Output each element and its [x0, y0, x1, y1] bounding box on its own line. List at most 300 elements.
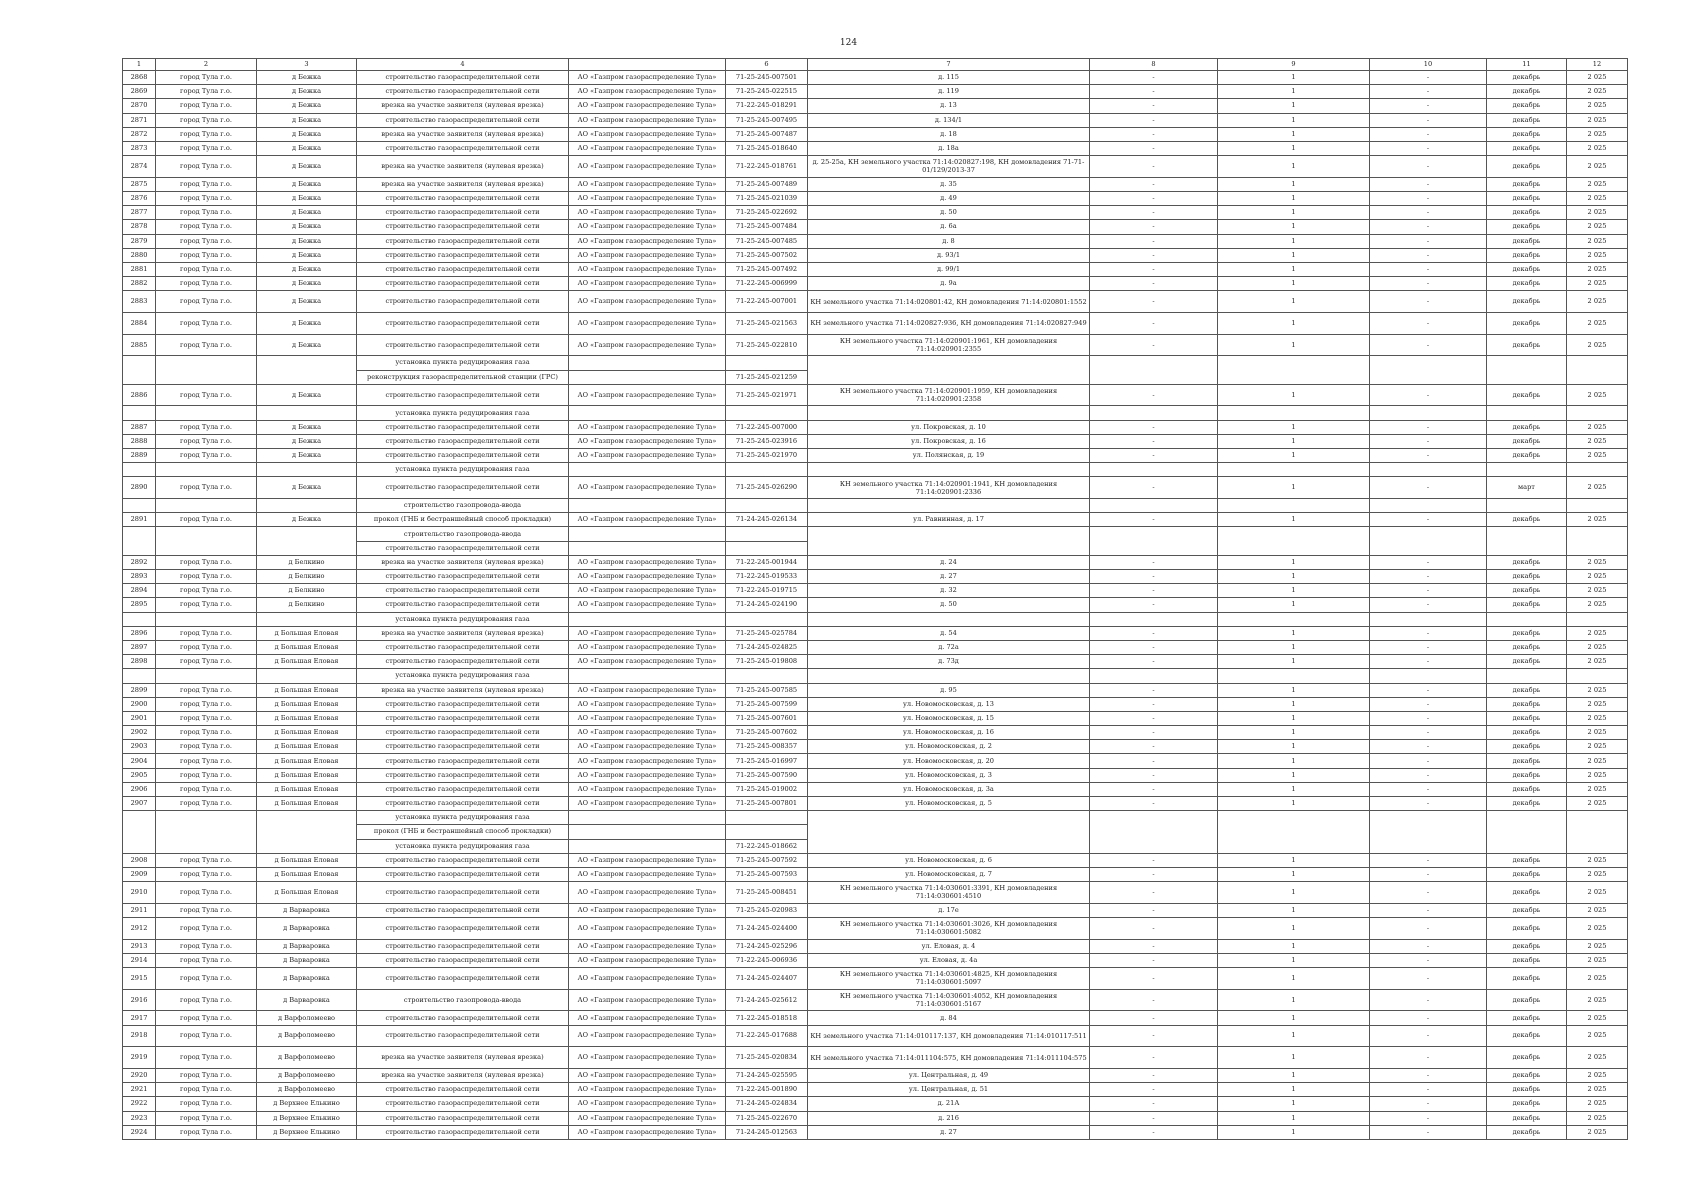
quantity: 1 [1218, 754, 1370, 768]
quantity: 1 [1218, 782, 1370, 796]
year: 2 025 [1567, 1111, 1628, 1125]
row-number: 2899 [123, 683, 156, 697]
municipality: город Тула г.о. [156, 334, 257, 356]
quantity: 1 [1218, 918, 1370, 940]
month: декабрь [1487, 903, 1567, 917]
empty-cell [1090, 370, 1218, 384]
table-row [123, 1111, 1628, 1125]
settlement: д Варваровка [257, 968, 357, 990]
work-type: врезка на участке заявителя (нулевая врезка) [357, 555, 569, 569]
year: 2 025 [1567, 192, 1628, 206]
address: ул. Новомосковская, д. 7 [808, 867, 1090, 881]
empty-cell [156, 839, 257, 853]
col-10: - [1370, 882, 1487, 904]
work-type: строительство газораспределительной сети [357, 953, 569, 967]
col-10: - [1370, 234, 1487, 248]
month: декабрь [1487, 918, 1567, 940]
col-10: - [1370, 626, 1487, 640]
col-10: - [1370, 939, 1487, 953]
table-row [123, 726, 1628, 740]
year: 2 025 [1567, 1047, 1628, 1069]
month: декабрь [1487, 71, 1567, 85]
empty-cell [1090, 811, 1218, 825]
empty-cell [257, 811, 357, 825]
month: декабрь [1487, 234, 1567, 248]
municipality: город Тула г.о. [156, 711, 257, 725]
col-10: - [1370, 555, 1487, 569]
row-number: 2884 [123, 313, 156, 335]
work-type: строительство газораспределительной сети [357, 918, 569, 940]
table-row [123, 655, 1628, 669]
table-row [123, 1125, 1628, 1139]
quantity: 1 [1218, 867, 1370, 881]
column-header: 6 [726, 59, 808, 71]
organization: АО «Газпром газораспределение Тула» [569, 384, 726, 406]
work-type: врезка на участке заявителя (нулевая врезка) [357, 156, 569, 178]
table-row [123, 99, 1628, 113]
table-subrow [123, 839, 1628, 853]
table-row [123, 127, 1628, 141]
address: д. 49 [808, 192, 1090, 206]
settlement: д Бежка [257, 141, 357, 155]
empty-cell [1487, 839, 1567, 853]
column-header: 4 [357, 59, 569, 71]
table-row [123, 683, 1628, 697]
col-10: - [1370, 1025, 1487, 1047]
organization: АО «Газпром газораспределение Тула» [569, 1097, 726, 1111]
row-number: 2912 [123, 918, 156, 940]
municipality: город Тула г.о. [156, 313, 257, 335]
row-number: 2903 [123, 740, 156, 754]
empty-cell [1090, 669, 1218, 683]
organization: АО «Газпром газораспределение Тула» [569, 1083, 726, 1097]
empty-cell [1487, 406, 1567, 420]
work-type: строительство газораспределительной сети [357, 1011, 569, 1025]
col-10: - [1370, 192, 1487, 206]
month: декабрь [1487, 570, 1567, 584]
empty-cell [1487, 825, 1567, 839]
address: д. 73д [808, 655, 1090, 669]
row-number: 2882 [123, 277, 156, 291]
col-10: - [1370, 797, 1487, 811]
address: КН земельного участка 71:14:020827:936, КН домовладения 71:14:020827:949 [808, 313, 1090, 335]
work-type: установка пункта редуцирования газа [357, 669, 569, 683]
column-header [569, 59, 726, 71]
request-id: 71-25-245-023916 [726, 434, 808, 448]
address: ул. Покровская, д. 16 [808, 434, 1090, 448]
col-10: - [1370, 1069, 1487, 1083]
organization: АО «Газпром газораспределение Тула» [569, 156, 726, 178]
municipality: город Тула г.о. [156, 939, 257, 953]
table-subrow [123, 669, 1628, 683]
row-number: 2896 [123, 626, 156, 640]
work-type: строительство газораспределительной сети [357, 291, 569, 313]
municipality: город Тула г.о. [156, 1025, 257, 1047]
address: д. 35 [808, 177, 1090, 191]
table-row [123, 156, 1628, 178]
municipality: город Тула г.о. [156, 277, 257, 291]
table-row [123, 449, 1628, 463]
row-number: 2885 [123, 334, 156, 356]
request-id: 71-24-245-024834 [726, 1097, 808, 1111]
col-8: - [1090, 99, 1218, 113]
row-number: 2895 [123, 598, 156, 612]
settlement: д Бежка [257, 420, 357, 434]
col-8: - [1090, 477, 1218, 499]
address: ул. Равнинная, д. 17 [808, 513, 1090, 527]
municipality: город Тула г.о. [156, 1097, 257, 1111]
month: декабрь [1487, 939, 1567, 953]
settlement: д Бежка [257, 313, 357, 335]
request-id: 71-25-245-021970 [726, 449, 808, 463]
row-number: 2918 [123, 1025, 156, 1047]
address: д. 18а [808, 141, 1090, 155]
organization [569, 356, 726, 370]
request-id: 71-25-245-020834 [726, 1047, 808, 1069]
address: КН земельного участка 71:14:030601:4052, КН домовладения 71:14:030601:5167 [808, 989, 1090, 1011]
organization [569, 370, 726, 384]
table-row [123, 598, 1628, 612]
request-id: 71-25-245-022670 [726, 1111, 808, 1125]
empty-cell [808, 669, 1090, 683]
table-row [123, 334, 1628, 356]
quantity: 1 [1218, 156, 1370, 178]
empty-cell [1567, 499, 1628, 513]
organization: АО «Газпром газораспределение Тула» [569, 782, 726, 796]
work-type: строительство газораспределительной сети [357, 420, 569, 434]
municipality: город Тула г.о. [156, 640, 257, 654]
month: декабрь [1487, 711, 1567, 725]
empty-cell [257, 541, 357, 555]
organization [569, 499, 726, 513]
col-10: - [1370, 640, 1487, 654]
request-id: 71-25-245-022515 [726, 85, 808, 99]
row-number: 2871 [123, 113, 156, 127]
request-id: 71-25-245-007485 [726, 234, 808, 248]
organization: АО «Газпром газораспределение Тула» [569, 711, 726, 725]
municipality: город Тула г.о. [156, 384, 257, 406]
work-type: строительство газораспределительной сети [357, 740, 569, 754]
col-10: - [1370, 127, 1487, 141]
month: декабрь [1487, 1111, 1567, 1125]
table-row [123, 626, 1628, 640]
organization: АО «Газпром газораспределение Тула» [569, 797, 726, 811]
work-type: прокол (ГНБ и бестраншейный способ прокладки) [357, 825, 569, 839]
address: ул. Новомосковская, д. 3 [808, 768, 1090, 782]
quantity: 1 [1218, 953, 1370, 967]
col-8: - [1090, 141, 1218, 155]
municipality: город Тула г.о. [156, 867, 257, 881]
organization [569, 527, 726, 541]
empty-cell [1487, 527, 1567, 541]
empty-cell [1090, 839, 1218, 853]
year: 2 025 [1567, 726, 1628, 740]
col-10: - [1370, 1111, 1487, 1125]
table-row [123, 640, 1628, 654]
organization: АО «Газпром газораспределение Тула» [569, 234, 726, 248]
year: 2 025 [1567, 697, 1628, 711]
table-row [123, 113, 1628, 127]
organization [569, 463, 726, 477]
organization: АО «Газпром газораспределение Тула» [569, 903, 726, 917]
row-number: 2902 [123, 726, 156, 740]
work-type: строительство газораспределительной сети [357, 234, 569, 248]
empty-cell [1567, 811, 1628, 825]
organization: АО «Газпром газораспределение Тула» [569, 1025, 726, 1047]
request-id: 71-25-245-025784 [726, 626, 808, 640]
quantity: 1 [1218, 570, 1370, 584]
request-id: 71-24-245-024190 [726, 598, 808, 612]
month: декабрь [1487, 740, 1567, 754]
work-type: реконструкция газораспределительной станции (ГРС) [357, 370, 569, 384]
work-type: строительство газораспределительной сети [357, 711, 569, 725]
year: 2 025 [1567, 262, 1628, 276]
address: КН земельного участка 71:14:020901:1961, КН домовладения 71:14:020901:2355 [808, 334, 1090, 356]
address: д. 6а [808, 220, 1090, 234]
row-number: 2886 [123, 384, 156, 406]
request-id: 71-22-245-018518 [726, 1011, 808, 1025]
municipality: город Тула г.о. [156, 626, 257, 640]
month: декабрь [1487, 262, 1567, 276]
address: д. 21А [808, 1097, 1090, 1111]
month: декабрь [1487, 277, 1567, 291]
settlement: д Бежка [257, 85, 357, 99]
work-type: строительство газораспределительной сети [357, 1025, 569, 1047]
request-id [726, 499, 808, 513]
year: 2 025 [1567, 434, 1628, 448]
table-row [123, 177, 1628, 191]
year: 2 025 [1567, 853, 1628, 867]
table-row [123, 192, 1628, 206]
settlement: д Большая Еловая [257, 882, 357, 904]
organization: АО «Газпром газораспределение Тула» [569, 1125, 726, 1139]
address: ул. Покровская, д. 10 [808, 420, 1090, 434]
empty-cell [1567, 463, 1628, 477]
col-8: - [1090, 853, 1218, 867]
municipality: город Тула г.о. [156, 754, 257, 768]
request-id: 71-25-245-007585 [726, 683, 808, 697]
address: д. 17е [808, 903, 1090, 917]
row-number: 2890 [123, 477, 156, 499]
address: ул. Новомосковская, д. 2 [808, 740, 1090, 754]
col-10: - [1370, 598, 1487, 612]
work-type: врезка на участке заявителя (нулевая врезка) [357, 1069, 569, 1083]
address: д. 25-25а, КН земельного участка 71:14:020827:198, КН домовладения 71-71-01/129/2013-37 [808, 156, 1090, 178]
table-subrow [123, 527, 1628, 541]
empty-cell [1218, 541, 1370, 555]
empty-cell [257, 527, 357, 541]
work-type: строительство газораспределительной сети [357, 1111, 569, 1125]
col-10: - [1370, 141, 1487, 155]
column-header: 8 [1090, 59, 1218, 71]
col-8: - [1090, 1011, 1218, 1025]
col-8: - [1090, 939, 1218, 953]
col-10: - [1370, 1047, 1487, 1069]
settlement: д Варваровка [257, 903, 357, 917]
empty-cell [123, 839, 156, 853]
address: ул. Новомосковская, д. 3а [808, 782, 1090, 796]
month: декабрь [1487, 584, 1567, 598]
request-id: 71-25-245-021971 [726, 384, 808, 406]
empty-cell [808, 527, 1090, 541]
settlement: д Бежка [257, 477, 357, 499]
col-8: - [1090, 598, 1218, 612]
month: март [1487, 477, 1567, 499]
quantity: 1 [1218, 262, 1370, 276]
work-type: врезка на участке заявителя (нулевая врезка) [357, 683, 569, 697]
request-id: 71-25-245-008357 [726, 740, 808, 754]
table-row [123, 291, 1628, 313]
table-row [123, 420, 1628, 434]
month: декабрь [1487, 882, 1567, 904]
municipality: город Тула г.о. [156, 113, 257, 127]
col-10: - [1370, 918, 1487, 940]
row-number: 2897 [123, 640, 156, 654]
work-type: установка пункта редуцирования газа [357, 463, 569, 477]
quantity: 1 [1218, 655, 1370, 669]
col-8: - [1090, 754, 1218, 768]
empty-cell [257, 839, 357, 853]
col-10: - [1370, 85, 1487, 99]
request-id: 71-25-245-019808 [726, 655, 808, 669]
municipality: город Тула г.о. [156, 99, 257, 113]
row-number: 2889 [123, 449, 156, 463]
address: д. 27 [808, 1125, 1090, 1139]
col-8: - [1090, 1083, 1218, 1097]
col-10: - [1370, 989, 1487, 1011]
municipality: город Тула г.о. [156, 683, 257, 697]
settlement: д Бежка [257, 192, 357, 206]
empty-cell [1090, 527, 1218, 541]
month: декабрь [1487, 434, 1567, 448]
month: декабрь [1487, 291, 1567, 313]
organization: АО «Газпром газораспределение Тула» [569, 277, 726, 291]
empty-cell [1218, 612, 1370, 626]
table-subrow [123, 811, 1628, 825]
request-id: 71-25-245-007487 [726, 127, 808, 141]
column-header: 9 [1218, 59, 1370, 71]
municipality: город Тула г.о. [156, 782, 257, 796]
organization: АО «Газпром газораспределение Тула» [569, 740, 726, 754]
row-number: 2915 [123, 968, 156, 990]
request-id: 71-24-245-012563 [726, 1125, 808, 1139]
address: ул. Новомосковская, д. 16 [808, 726, 1090, 740]
empty-cell [1218, 527, 1370, 541]
table-row [123, 697, 1628, 711]
empty-cell [1090, 825, 1218, 839]
quantity: 1 [1218, 177, 1370, 191]
address: КН земельного участка 71:14:020901:1959, КН домовладения 71:14:020901:2358 [808, 384, 1090, 406]
year: 2 025 [1567, 113, 1628, 127]
empty-cell [1090, 406, 1218, 420]
request-id: 71-22-245-006936 [726, 953, 808, 967]
work-type: строительство газораспределительной сети [357, 71, 569, 85]
col-10: - [1370, 477, 1487, 499]
row-number: 2870 [123, 99, 156, 113]
year: 2 025 [1567, 277, 1628, 291]
municipality: город Тула г.о. [156, 1047, 257, 1069]
quantity: 1 [1218, 1069, 1370, 1083]
column-header: 2 [156, 59, 257, 71]
address: д. 50 [808, 598, 1090, 612]
work-type: строительство газораспределительной сети [357, 220, 569, 234]
table-row [123, 434, 1628, 448]
year: 2 025 [1567, 655, 1628, 669]
month: декабрь [1487, 206, 1567, 220]
table-row [123, 989, 1628, 1011]
settlement: д Большая Еловая [257, 697, 357, 711]
work-type: строительство газораспределительной сети [357, 313, 569, 335]
year: 2 025 [1567, 939, 1628, 953]
request-id: 71-25-245-007489 [726, 177, 808, 191]
empty-cell [257, 669, 357, 683]
empty-cell [1370, 669, 1487, 683]
settlement: д Большая Еловая [257, 626, 357, 640]
empty-cell [257, 356, 357, 370]
work-type: строительство газораспределительной сети [357, 640, 569, 654]
quantity: 1 [1218, 626, 1370, 640]
col-8: - [1090, 989, 1218, 1011]
year: 2 025 [1567, 206, 1628, 220]
request-id: 71-25-245-007501 [726, 71, 808, 85]
empty-cell [123, 370, 156, 384]
col-10: - [1370, 1083, 1487, 1097]
row-number: 2901 [123, 711, 156, 725]
empty-cell [123, 669, 156, 683]
table-row [123, 555, 1628, 569]
request-id: 71-25-245-007484 [726, 220, 808, 234]
month: декабрь [1487, 626, 1567, 640]
table-row [123, 1047, 1628, 1069]
empty-cell [123, 356, 156, 370]
year: 2 025 [1567, 584, 1628, 598]
year: 2 025 [1567, 420, 1628, 434]
empty-cell [1370, 370, 1487, 384]
municipality: город Тула г.о. [156, 177, 257, 191]
organization: АО «Газпром газораспределение Тула» [569, 768, 726, 782]
organization: АО «Газпром газораспределение Тула» [569, 192, 726, 206]
table-subrow [123, 356, 1628, 370]
work-type: строительство газораспределительной сети [357, 1125, 569, 1139]
table-row [123, 754, 1628, 768]
col-10: - [1370, 655, 1487, 669]
row-number: 2893 [123, 570, 156, 584]
municipality: город Тула г.о. [156, 156, 257, 178]
organization: АО «Газпром газораспределение Тула» [569, 754, 726, 768]
request-id: 71-25-245-018640 [726, 141, 808, 155]
year: 2 025 [1567, 953, 1628, 967]
municipality: город Тула г.о. [156, 740, 257, 754]
empty-cell [1567, 612, 1628, 626]
work-type: строительство газораспределительной сети [357, 477, 569, 499]
col-8: - [1090, 1047, 1218, 1069]
empty-cell [156, 541, 257, 555]
col-10: - [1370, 513, 1487, 527]
municipality: город Тула г.о. [156, 918, 257, 940]
request-id: 71-25-245-022810 [726, 334, 808, 356]
col-8: - [1090, 570, 1218, 584]
col-8: - [1090, 206, 1218, 220]
work-type: строительство газораспределительной сети [357, 192, 569, 206]
quantity: 1 [1218, 1083, 1370, 1097]
col-10: - [1370, 334, 1487, 356]
year: 2 025 [1567, 640, 1628, 654]
settlement: д Большая Еловая [257, 867, 357, 881]
row-number: 2906 [123, 782, 156, 796]
municipality: город Тула г.о. [156, 1111, 257, 1125]
request-id: 71-24-245-026134 [726, 513, 808, 527]
request-id: 71-25-245-007590 [726, 768, 808, 782]
